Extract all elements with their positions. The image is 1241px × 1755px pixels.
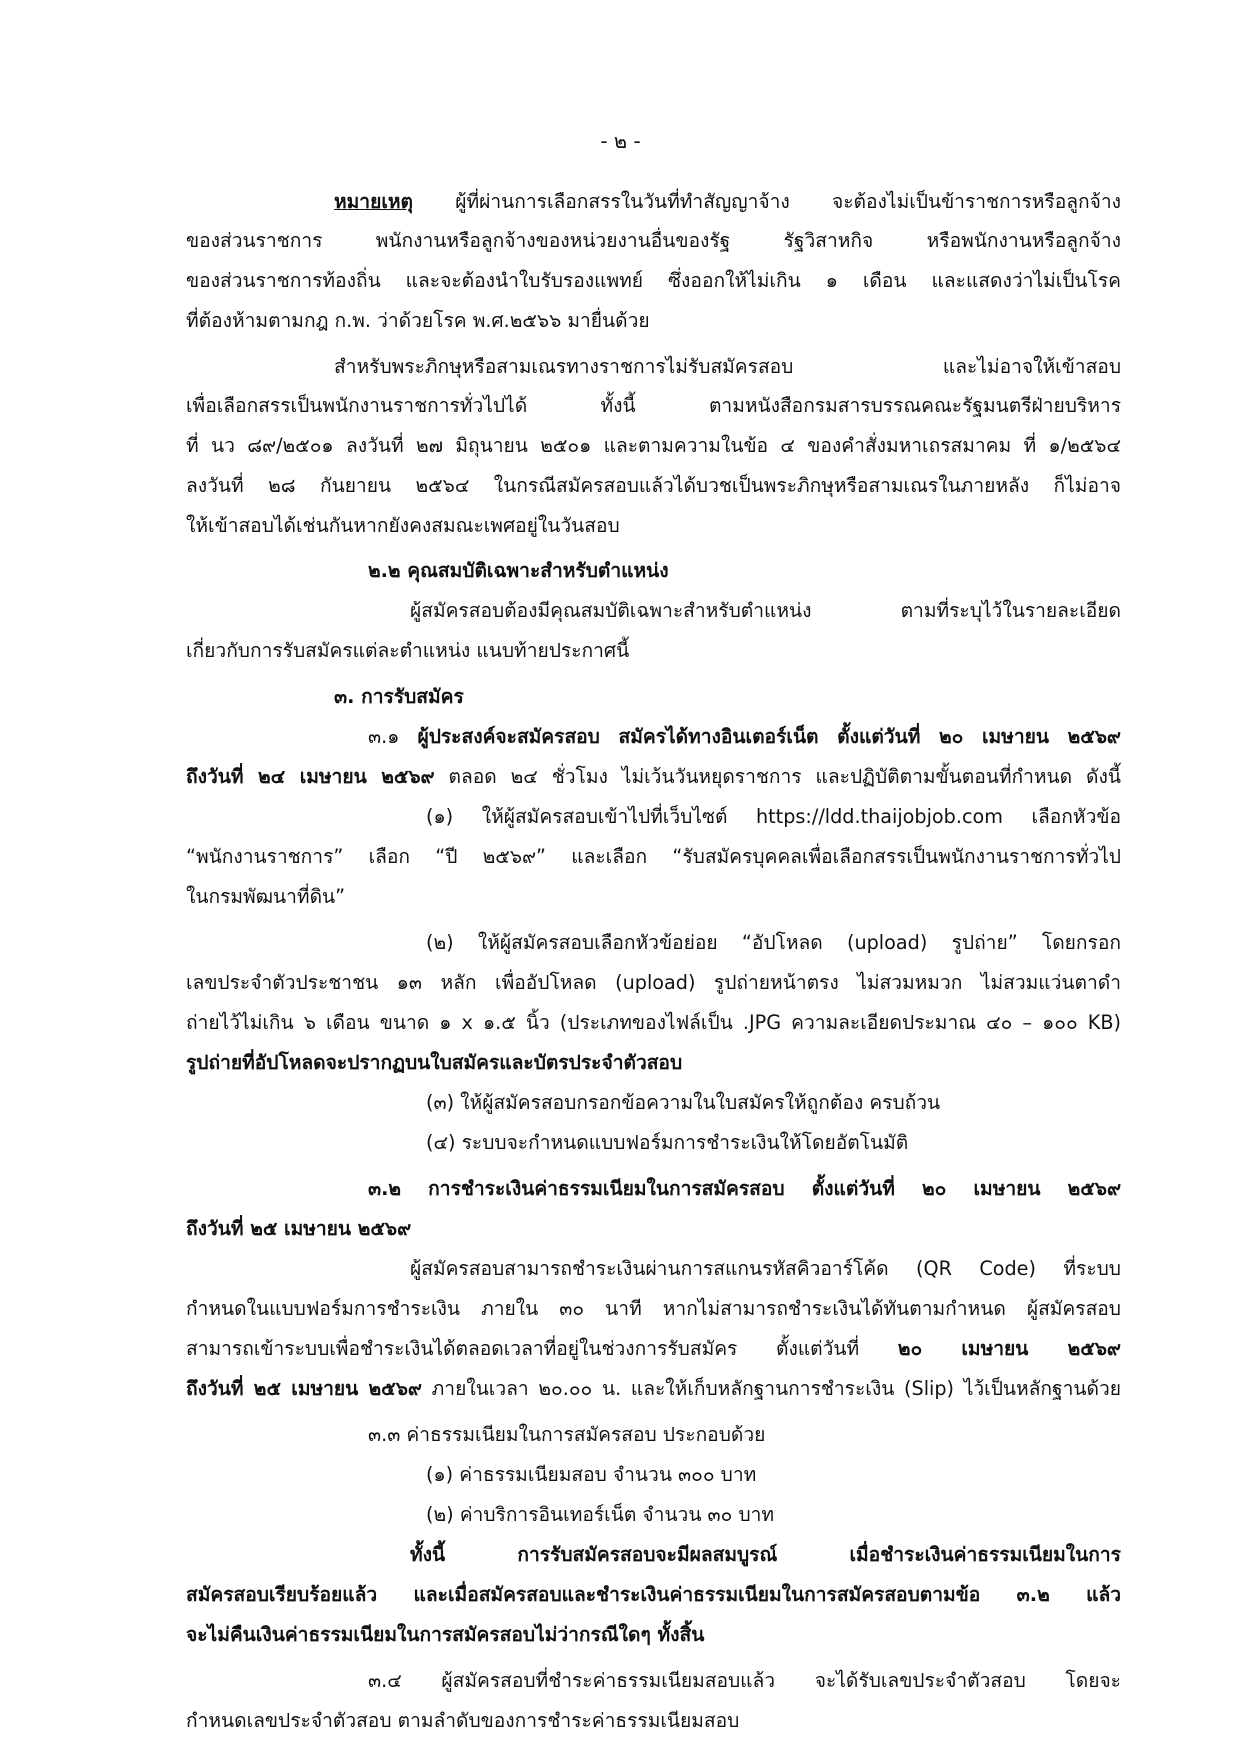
step-1-line-1: (๑) ให้ผู้สมัครสอบเข้าไปที่เว็บไซต์ https://ldd.thaijobjob.com เลือกหัวข้อ [426,805,1121,828]
section-2-2-line-2: เกี่ยวกับการรับสมัครแต่ละตำแหน่ง แนบท้ายประกาศนี้ [186,639,630,662]
note-line-1: หมายเหตุ ผู้ที่ผ่านการเลือกสรรในวันที่ทำสัญญาจ้าง จะต้องไม่เป็นข้าราชการหรือลูกจ้าง [334,190,1121,213]
note-line-2: ของส่วนราชการ พนักงานหรือลูกจ้างของหน่วยงานอื่นของรัฐ รัฐวิสาหกิจ หรือพนักงานหรือลูกจ้าง [186,229,1121,252]
section-3-2-line-1: ผู้สมัครสอบสามารถชำระเงินผ่านการสแกนรหัสคิวอาร์โค้ด (QR Code) ที่ระบบ [410,1257,1121,1280]
section-3-2-line-3: สามารถเข้าระบบเพื่อชำระเงินได้ตลอดเวลาที่อยู่ในช่วงการรับสมัคร ตั้งแต่วันที่ ๒๐ เมษายน ๒๕๖๙ [186,1337,1121,1360]
step-1-line-3: ในกรมพัฒนาที่ดิน” [186,885,346,908]
step-2-line-2: เลขประจำตัวประชาชน ๑๓ หลัก เพื่ออัปโหลด (upload) รูปถ่ายหน้าตรง ไม่สวมหมวก ไม่สวมแว่นตาดำ [186,971,1121,994]
section-3-4-line-1: ๓.๔ ผู้สมัครสอบที่ชำระค่าธรรมเนียมสอบแล้ว จะได้รับเลขประจำตัวสอบ โดยจะ [368,1669,1121,1692]
page-number: - ๒ - [600,129,641,153]
monk-line-3: ที่ นว ๘๙/๒๕๐๑ ลงวันที่ ๒๗ มิถุนายน ๒๕๐๑ และตามความในข้อ ๔ ของคำสั่งมหาเถรสมาคม ที่ ๑/๒๕๖๔ [186,434,1121,457]
monk-line-2: เพื่อเลือกสรรเป็นพนักงานราชการทั่วไปได้ ทั้งนี้ ตามหนังสือกรมสารบรรณคณะรัฐมนตรีฝ่ายบริหาร [186,394,1121,417]
fee-note-line-2: สมัครสอบเรียบร้อยแล้ว และเมื่อสมัครสอบและชำระเงินค่าธรรมเนียมในการสมัครสอบตามข้อ ๓.๒ แล้ว [186,1583,1121,1606]
section-3-3-heading: ๓.๓ ค่าธรรมเนียมในการสมัครสอบ ประกอบด้วย [368,1423,766,1446]
step-2-line-4: รูปถ่ายที่อัปโหลดจะปรากฏบนใบสมัครและบัตรประจำตัวสอบ [186,1051,683,1074]
step-3: (๓) ให้ผู้สมัครสอบกรอกข้อความในใบสมัครให้ถูกต้อง ครบถ้วน [426,1091,941,1114]
fee-item-2: (๒) ค่าบริการอินเทอร์เน็ต จำนวน ๓๐ บาท [426,1503,775,1526]
section-3-1-line-2: ถึงวันที่ ๒๔ เมษายน ๒๕๖๙ ตลอด ๒๔ ชั่วโมง ไม่เว้นวันหยุดราชการ และปฏิบัติตามขั้นตอนที่กำหนด ดังนี้ [186,765,1121,788]
step-4: (๔) ระบบจะกำหนดแบบฟอร์มการชำระเงินให้โดยอัตโนมัติ [426,1131,909,1154]
monk-line-5: ให้เข้าสอบได้เช่นกันหากยังคงสมณะเพศอยู่ในวันสอบ [186,514,620,537]
section-3-2-heading-1: ๓.๒ การชำระเงินค่าธรรมเนียมในการสมัครสอบ ตั้งแต่วันที่ ๒๐ เมษายน ๒๕๖๙ [368,1177,1121,1200]
section-3-2-line-2: กำหนดในแบบฟอร์มการชำระเงิน ภายใน ๓๐ นาที หากไม่สามารถชำระเงินได้ทันตามกำหนด ผู้สมัครสอบ [186,1297,1121,1320]
step-2-line-3: ถ่ายไว้ไม่เกิน ๖ เดือน ขนาด ๑ x ๑.๕ นิ้ว (ประเภทของไฟล์เป็น .JPG ความละเอียดประมาณ ๔๐ – ๑๐๐ KB) [186,1011,1121,1034]
note-line-3: ของส่วนราชการท้องถิ่น และจะต้องนำใบรับรองแพทย์ ซึ่งออกให้ไม่เกิน ๑ เดือน และแสดงว่าไม่เป็นโรค [186,269,1121,292]
fee-note-line-1: ทั้งนี้ การรับสมัครสอบจะมีผลสมบูรณ์ เมื่อชำระเงินค่าธรรมเนียมในการ [410,1543,1121,1566]
step-2-line-1: (๒) ให้ผู้สมัครสอบเลือกหัวข้อย่อย “อัปโหลด (upload) รูปถ่าย” โดยกรอก [426,931,1121,954]
section-2-2-line-1: ผู้สมัครสอบต้องมีคุณสมบัติเฉพาะสำหรับตำแหน่ง ตามที่ระบุไว้ในรายละเอียด [410,599,1121,622]
step-1-line-2: “พนักงานราชการ” เลือก “ปี ๒๕๖๙” และเลือก “รับสมัครบุคคลเพื่อเลือกสรรเป็นพนักงานราชการทั่วไป [186,845,1121,868]
section-3-2-heading-2: ถึงวันที่ ๒๕ เมษายน ๒๕๖๙ [186,1217,412,1240]
section-3-1-line-1: ๓.๑ ผู้ประสงค์จะสมัครสอบ สมัครได้ทางอินเตอร์เน็ต ตั้งแต่วันที่ ๒๐ เมษายน ๒๕๖๙ [368,725,1121,748]
section-3-heading: ๓. การรับสมัคร [334,685,464,708]
note-label: หมายเหตุ [334,190,413,213]
monk-line-4: ลงวันที่ ๒๘ กันยายน ๒๕๖๔ ในกรณีสมัครสอบแล้วได้บวชเป็นพระภิกษุหรือสามเณรในภายหลัง ก็ไม่อาจ [186,474,1121,497]
fee-note-line-3: จะไม่คืนเงินค่าธรรมเนียมในการสมัครสอบไม่ว่ากรณีใดๆ ทั้งสิ้น [186,1623,705,1646]
section-3-2-line-4: ถึงวันที่ ๒๕ เมษายน ๒๕๖๙ ภายในเวลา ๒๐.๐๐ น. และให้เก็บหลักฐานการชำระเงิน (Slip) ไว้เป็นหลักฐานด้วย [186,1377,1121,1400]
fee-item-1: (๑) ค่าธรรมเนียมสอบ จำนวน ๓๐๐ บาท [426,1463,757,1486]
monk-line-1: สำหรับพระภิกษุหรือสามเณรทางราชการไม่รับสมัครสอบ และไม่อาจให้เข้าสอบ [334,355,1121,378]
section-3-4-line-2: กำหนดเลขประจำตัวสอบ ตามลำดับของการชำระค่าธรรมเนียมสอบ [186,1709,740,1732]
note-line-4: ที่ต้องห้ามตามกฎ ก.พ. ว่าด้วยโรค พ.ศ.๒๕๖๖ มายื่นด้วย [186,309,650,332]
section-2-2-heading: ๒.๒ คุณสมบัติเฉพาะสำหรับตำแหน่ง [368,559,669,582]
